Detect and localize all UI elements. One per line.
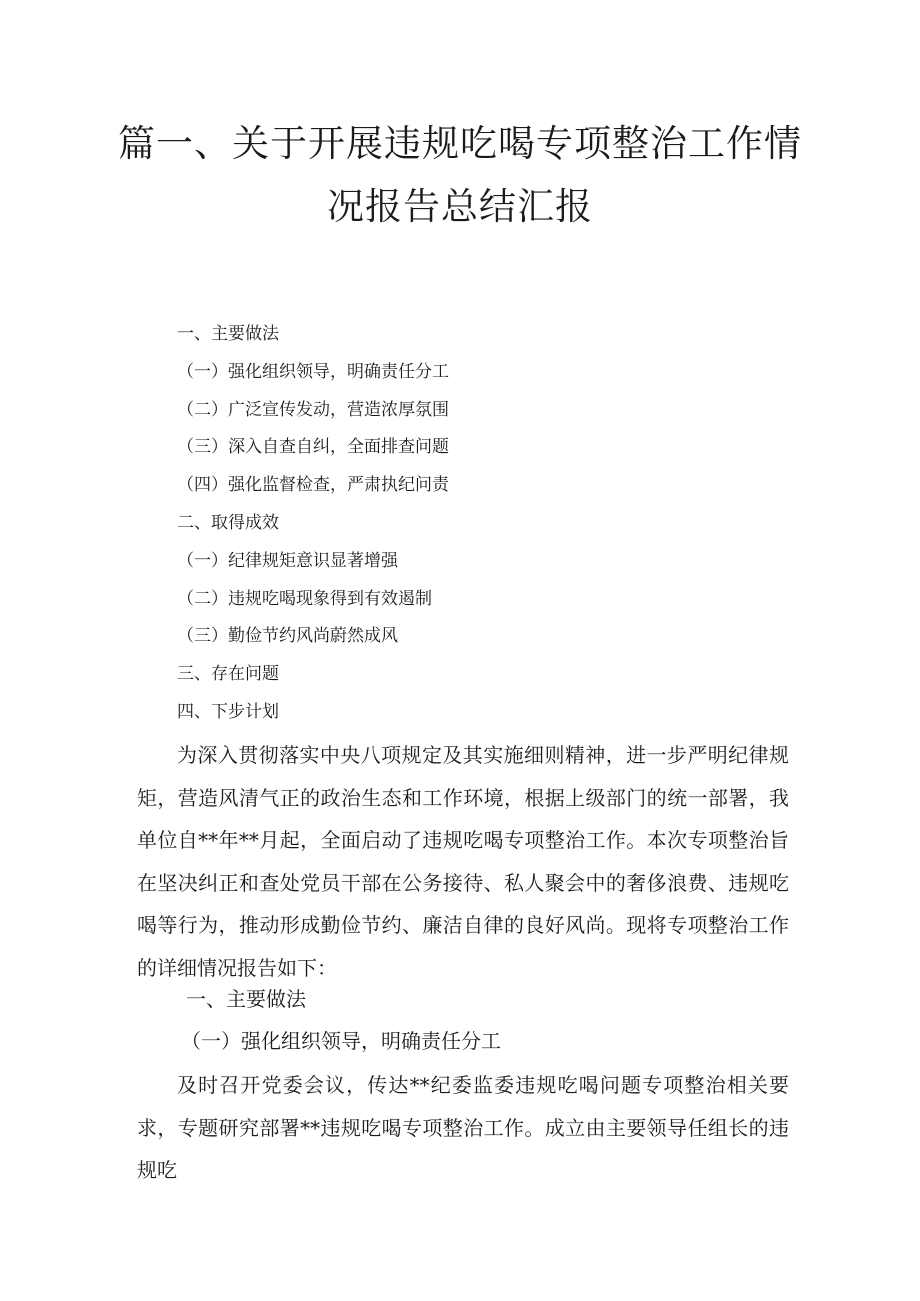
toc-item: 三、存在问题 — [177, 664, 279, 685]
table-of-contents — [177, 316, 449, 732]
intro-section — [137, 734, 789, 989]
section-heading: 一、主要做法 — [186, 987, 306, 1011]
toc-item: 二、取得成效 — [177, 512, 279, 533]
document-title-line-1: 篇一、关于开展违规吃喝专项整治工作情 — [118, 122, 802, 165]
toc-item: （一）纪律规矩意识显著增强 — [177, 550, 398, 571]
toc-item: （一）强化组织领导，明确责任分工 — [177, 361, 449, 382]
body-paragraph: 及时召开党委会议，传达**纪委监委违规吃喝问题专项整治相关要求，专题研究部署**违规吃喝专项整治工作。成立由主要领导任组长的违规吃 — [137, 1073, 789, 1182]
toc-item: （二）广泛宣传发动，营造浓厚氛围 — [177, 399, 449, 420]
subsection-heading: （一）强化组织领导，明确责任分工 — [181, 1029, 501, 1053]
intro-paragraph: 为深入贯彻落实中央八项规定及其实施细则精神，进一步严明纪律规矩，营造风清气正的政治生态和工作环境，根据上级部门的统一部署，我单位自**年**月起，全面启动了违规吃喝专项整治工作。本次专项整治旨在坚决纠正和查处党员干部在公务接待、私人聚会中的奢侈浪费、违规吃喝等行为，推动形成勤俭节约、廉洁自律的良好风尚。现将专项整治工作的详细情况报告如下： — [137, 743, 789, 980]
toc-item: （四）强化监督检查，严肃执纪问责 — [177, 475, 449, 496]
toc-item: （二）违规吃喝现象得到有效遏制 — [177, 588, 432, 609]
toc-item: 一、主要做法 — [177, 324, 279, 344]
document-title-line-2: 况报告总结汇报 — [327, 185, 593, 228]
body-section — [137, 1064, 789, 1192]
toc-item: 四、下步计划 — [177, 701, 279, 722]
toc-item: （三）深入自查自纠，全面排查问题 — [177, 437, 449, 458]
toc-item: （三）勤俭节约风尚蔚然成风 — [177, 626, 398, 647]
